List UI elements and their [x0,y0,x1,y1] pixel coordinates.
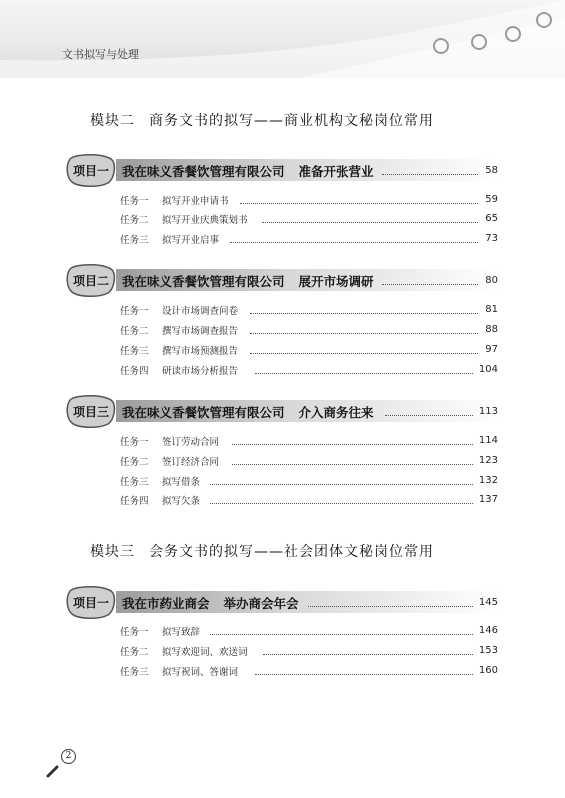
project-title[interactable] [122,162,374,180]
task-title: 签订经济合同 [162,457,220,468]
task-number: 任务三 [120,346,149,357]
module-name: 商务文书的拟写——商业机构文秘岗位常用 [149,113,434,129]
page-number: 59 [485,194,498,205]
dot-leader [255,373,473,374]
project-org: 我在味义香餐饮管理有限公司 [122,274,285,289]
task-title: 签订劳动合同 [162,437,220,448]
module-name: 会务文书的拟写——社会团体文秘岗位常用 [149,544,434,560]
page-number: 114 [478,435,498,446]
page-number: 145 [478,597,498,608]
page-number: 160 [478,665,498,676]
task-item[interactable] [120,644,248,658]
project-org: 我在市药业商会 [122,596,210,611]
dot-leader [263,654,473,655]
dot-leader [210,634,473,635]
page-number: 153 [478,645,498,656]
ring-decoration [536,12,552,28]
page-number: 88 [485,324,498,335]
page-number: 113 [478,406,498,417]
project-badge-label: 项目三 [72,405,109,419]
dot-leader [385,415,473,416]
task-title: 拟写祝词、答谢词 [162,667,239,678]
ring-decoration [505,26,521,42]
project-badge [66,394,116,428]
task-number: 任务一 [120,196,149,207]
task-title: 拟写致辞 [162,627,201,638]
module-title [90,541,434,561]
task-item[interactable] [120,624,200,638]
task-title: 拟写欠条 [162,496,201,507]
project-title[interactable] [122,403,374,421]
project-badge [66,263,116,297]
task-number: 任务二 [120,215,149,226]
page-number: 146 [478,625,498,636]
task-title: 拟写开业申请书 [162,196,229,207]
page-number: 104 [478,364,498,375]
task-item[interactable] [120,232,219,246]
dot-leader [255,674,473,675]
dot-leader [210,484,473,485]
task-title: 研读市场分析报告 [162,366,239,377]
page-footer-number: 2 [61,749,76,764]
task-number: 任务二 [120,326,149,337]
module-number: 模块二 [90,113,135,129]
task-title: 撰写市场调查报告 [162,326,239,337]
project-badge-label: 项目二 [72,274,109,288]
project-org: 我在味义香餐饮管理有限公司 [122,164,285,179]
page-number: 58 [485,165,498,176]
dot-leader [232,464,473,465]
project-subtitle: 展开市场调研 [298,274,374,289]
dot-leader [250,333,478,334]
task-item[interactable] [120,454,219,468]
task-number: 任务一 [120,306,149,317]
task-title: 拟写开业庆典策划书 [162,215,248,226]
dot-leader [262,222,478,223]
task-number: 任务三 [120,477,149,488]
task-title: 拟写欢迎词、欢送词 [162,647,248,658]
task-number: 任务四 [120,496,149,507]
task-item[interactable] [120,493,200,507]
page-number: 81 [485,304,498,315]
task-title: 拟写开业启事 [162,235,220,246]
task-item[interactable] [120,474,200,488]
page-number: 123 [478,455,498,466]
task-number: 任务四 [120,366,149,377]
task-number: 任务一 [120,627,149,638]
task-item[interactable] [120,343,238,357]
task-item[interactable] [120,193,229,207]
task-number: 任务一 [120,437,149,448]
page-number: 137 [478,494,498,505]
task-number: 任务三 [120,667,149,678]
task-number: 任务二 [120,647,149,658]
task-item[interactable] [120,363,238,377]
dot-leader [382,284,478,285]
project-subtitle: 介入商务往来 [298,405,374,420]
project-badge-label: 项目一 [72,596,109,610]
dot-leader [382,174,478,175]
dot-leader [230,242,478,243]
task-title: 撰写市场预测报告 [162,346,239,357]
page-number: 97 [485,344,498,355]
dot-leader [210,503,473,504]
project-badge [66,585,116,619]
page-number: 80 [485,275,498,286]
dot-leader [240,203,478,204]
task-item[interactable] [120,434,219,448]
project-badge-label: 项目一 [72,164,109,178]
project-title[interactable] [122,594,299,612]
project-title[interactable] [122,272,374,290]
page-number: 65 [485,213,498,224]
dot-leader [232,444,473,445]
module-number: 模块三 [90,544,135,560]
task-item[interactable] [120,212,248,226]
task-number: 任务三 [120,235,149,246]
page-number: 132 [478,475,498,486]
project-org: 我在味义香餐饮管理有限公司 [122,405,285,420]
task-item[interactable] [120,303,238,317]
task-number: 任务二 [120,457,149,468]
task-title: 拟写借条 [162,477,201,488]
project-subtitle: 举办商会年会 [223,596,299,611]
task-title: 设计市场调查问卷 [162,306,239,317]
dot-leader [250,313,478,314]
dot-leader [250,353,478,354]
task-item[interactable] [120,664,238,678]
ring-decoration [433,38,449,54]
project-badge [66,153,116,187]
dot-leader [308,606,473,607]
running-header-title: 文书拟写与处理 [62,48,139,61]
ring-decoration [471,34,487,50]
task-item[interactable] [120,323,238,337]
page-number: 73 [485,233,498,244]
module-title [90,110,434,130]
project-subtitle: 准备开张营业 [298,164,374,179]
